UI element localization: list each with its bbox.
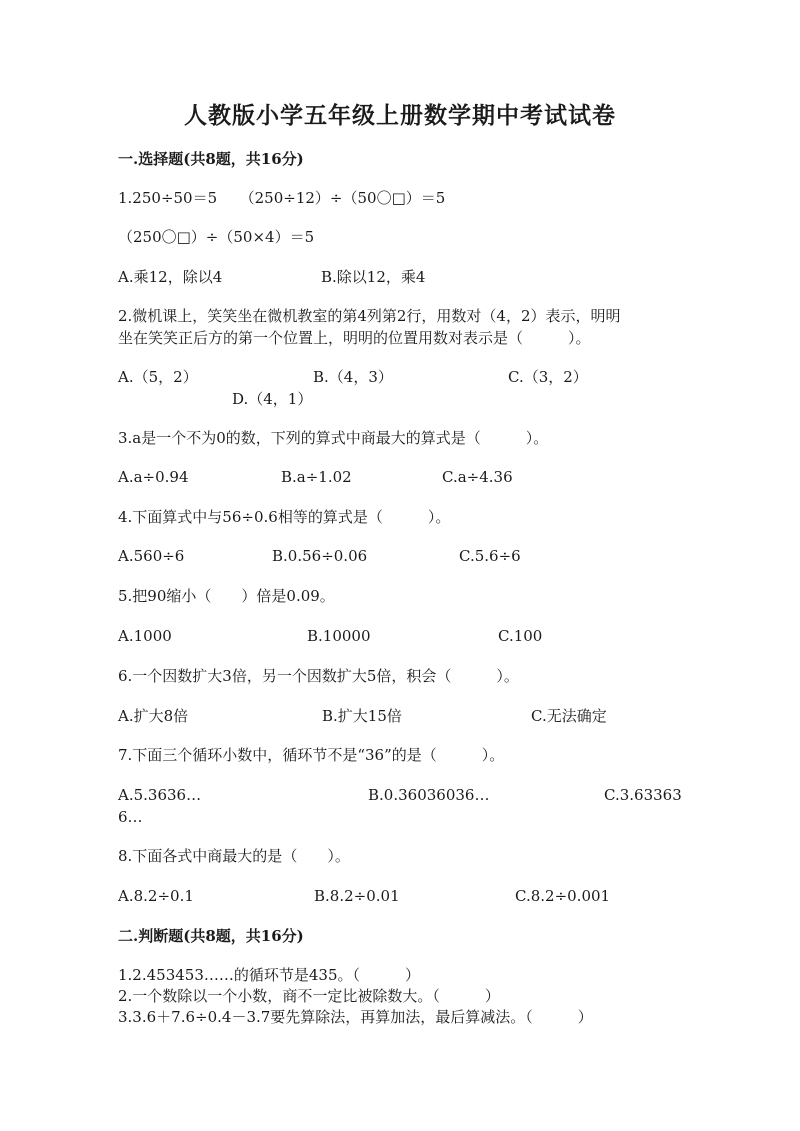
question-4-option-a: A.560÷6 [118, 547, 185, 565]
question-1-text: 1.250÷50＝5 （250÷12）÷（50〇□）＝5 [118, 189, 446, 207]
section-heading-choice: 一.选择题(共8题，共16分) [118, 150, 304, 168]
question-7-option-a: A.5.3636… [118, 786, 202, 804]
question-2-text: 2.微机课上，笑笑坐在微机教室的第4列第2行，用数对（4，2）表示，明明 [118, 307, 621, 325]
question-3-option-b: B.a÷1.02 [281, 468, 352, 486]
question-2-option-a: A.（5，2） [118, 368, 198, 386]
question-3-option-a: A.a÷0.94 [118, 468, 189, 486]
judgment-item-1: 1.2.453453……的循环节是435。（ ） [118, 966, 421, 984]
question-7-text: 7.下面三个循环小数中，循环节不是“36”的是（ ）。 [118, 746, 505, 764]
question-6-option-a: A.扩大8倍 [118, 707, 189, 725]
judgment-item-2: 2.一个数除以一个小数，商不一定比被除数大。（ ） [118, 987, 500, 1005]
question-8-option-b: B.8.2÷0.01 [314, 887, 400, 905]
question-8-option-a: A.8.2÷0.1 [118, 887, 194, 905]
section-heading-judgment: 二.判断题(共8题，共16分) [118, 927, 304, 945]
question-5-text: 5.把90缩小（ ）倍是0.09。 [118, 587, 335, 605]
question-2-option-b: B.（4，3） [313, 368, 393, 386]
question-8-text: 8.下面各式中商最大的是（ ）。 [118, 847, 350, 865]
question-2-text-cont: 坐在笑笑正后方的第一个位置上，明明的位置用数对表示是（ ）。 [118, 329, 591, 347]
question-6-text: 6.一个因数扩大3倍，另一个因数扩大5倍，积会（ ）。 [118, 667, 519, 685]
question-4-text: 4.下面算式中与56÷0.6相等的算式是（ ）。 [118, 508, 451, 526]
question-3-text: 3.a是一个不为0的数，下列的算式中商最大的算式是（ ）。 [118, 429, 549, 447]
question-5-option-a: A.1000 [118, 627, 172, 645]
question-1-option-a: A.乘12，除以4 [118, 268, 223, 286]
question-3-option-c: C.a÷4.36 [442, 468, 513, 486]
question-5-option-b: B.10000 [307, 627, 371, 645]
judgment-item-3: 3.3.6＋7.6÷0.4－3.7要先算除法，再算加法，最后算减法。（ ） [118, 1008, 593, 1026]
question-7-option-b: B.0.36036036… [368, 786, 490, 804]
question-2-option-c: C.（3，2） [508, 368, 588, 386]
question-1-text-cont: （250〇□）÷（50×4）＝5 [118, 228, 315, 246]
question-8-option-c: C.8.2÷0.001 [515, 887, 611, 905]
question-7-option-c-cont: 6… [118, 808, 143, 826]
page-title: 人教版小学五年级上册数学期中考试试卷 [184, 102, 616, 129]
question-6-option-c: C.无法确定 [531, 707, 607, 725]
question-2-option-d: D.（4，1） [232, 390, 313, 408]
question-6-option-b: B.扩大15倍 [322, 707, 402, 725]
question-7-option-c: C.3.63363 [604, 786, 682, 804]
question-5-option-c: C.100 [498, 627, 543, 645]
question-4-option-c: C.5.6÷6 [459, 547, 521, 565]
question-1-option-b: B.除以12，乘4 [321, 268, 426, 286]
question-4-option-b: B.0.56÷0.06 [272, 547, 368, 565]
